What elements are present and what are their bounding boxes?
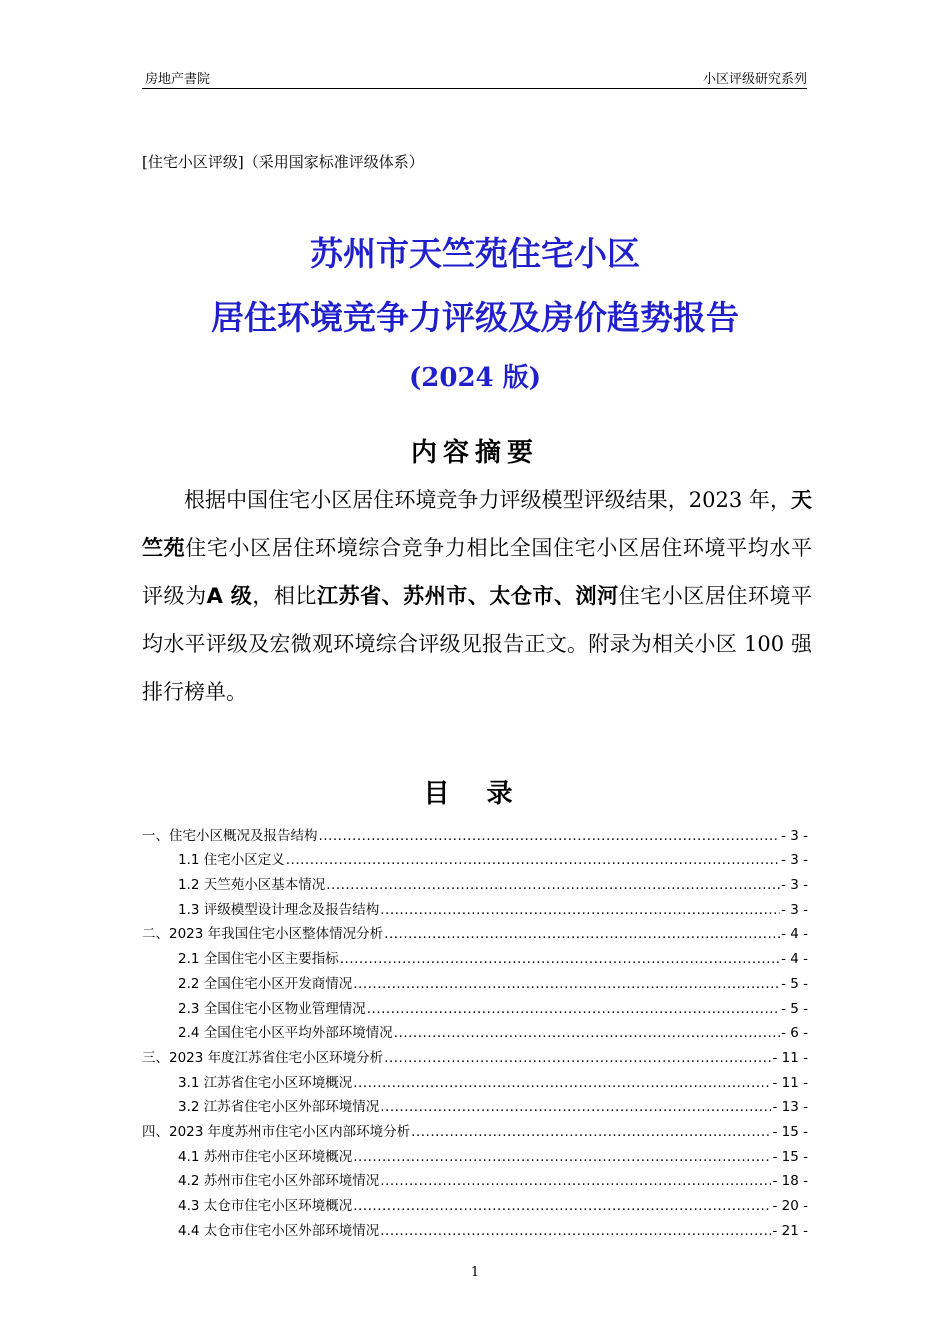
- header-series: 小区评级研究系列: [702, 72, 807, 87]
- abstract-text: 住宅小区居住环境综合竞争力相比全国住宅小区居住环境平均水平评级为: [142, 536, 813, 608]
- toc-entry-title: 三、2023 年度江苏省住宅小区环境分析: [142, 1049, 384, 1066]
- toc-entry-title: 3.2 江苏省住宅小区外部环境情况: [178, 1099, 380, 1116]
- abstract-bold-regions: 江苏省、苏州市、太仓市、浏河: [316, 584, 619, 608]
- abstract-heading: 内容摘要: [410, 438, 539, 468]
- toc-entry-page: - 15 -: [772, 1123, 808, 1140]
- toc-entry[interactable]: [142, 894, 808, 919]
- toc-entry[interactable]: [142, 1116, 808, 1141]
- header-publisher: 房地产書院: [145, 72, 211, 87]
- toc-entry[interactable]: [142, 1166, 808, 1191]
- toc-entry-page: - 11 -: [772, 1074, 808, 1091]
- toc-entry-page: - 11 -: [772, 1049, 808, 1066]
- toc-entry-page: - 3 -: [781, 901, 808, 918]
- toc-entry-title: 4.3 太仓市住宅小区环境概况: [178, 1198, 353, 1214]
- toc-entry-page: - 6 -: [781, 1025, 808, 1042]
- toc-entry[interactable]: [142, 1042, 808, 1067]
- toc-entry-title: 四、2023 年度苏州市住宅小区内部环境分析: [142, 1123, 411, 1140]
- toc-leader-dots: [326, 876, 780, 894]
- toc-entry[interactable]: [142, 845, 808, 870]
- toc-entry-title: 4.4 太仓市住宅小区外部环境情况: [178, 1222, 380, 1239]
- toc-heading: 目 录: [423, 779, 527, 809]
- toc-leader-dots: [340, 950, 780, 968]
- toc-entry-page: - 4 -: [781, 926, 808, 943]
- toc-leader-dots: [380, 1098, 771, 1116]
- toc-leader-dots: [353, 975, 780, 993]
- toc-leader-dots: [380, 1172, 771, 1190]
- toc-leader-dots: [380, 901, 780, 919]
- toc-entry[interactable]: [142, 968, 808, 993]
- page-header: [142, 66, 807, 89]
- title-line-1: 苏州市天竺苑住宅小区: [310, 234, 640, 273]
- toc-entry[interactable]: [142, 820, 808, 845]
- toc-entry-title: 1.3 评级模型设计理念及报告结构: [178, 901, 380, 918]
- toc-entry-title: 2.2 全国住宅小区开发商情况: [178, 975, 353, 992]
- toc-leader-dots: [394, 1024, 780, 1042]
- toc-entry-page: - 21 -: [772, 1222, 808, 1239]
- page-number: 1: [470, 1265, 480, 1280]
- toc-entry-title: 二、2023 年我国住宅小区整体情况分析: [142, 926, 384, 943]
- toc-leader-dots: [353, 1148, 771, 1166]
- toc-entry-title: 一、住宅小区概况及报告结构: [142, 827, 318, 844]
- toc-entry-page: - 4 -: [781, 951, 808, 968]
- toc-entry[interactable]: [142, 1190, 808, 1215]
- title-edition: (2024 版): [408, 363, 542, 393]
- toc-leader-dots: [411, 1123, 771, 1141]
- abstract-bold-grade: A 级: [206, 584, 253, 608]
- toc-entry-title: 3.1 江苏省住宅小区环境概况: [178, 1074, 353, 1091]
- toc-leader-dots: [353, 1197, 771, 1215]
- toc-entry[interactable]: [142, 1067, 808, 1092]
- toc-entry[interactable]: [142, 1215, 808, 1240]
- toc-entry-page: - 13 -: [772, 1099, 808, 1116]
- abstract-text: 根据中国住宅小区居住环境竞争力评级模型评级结果，2023 年，: [184, 488, 791, 512]
- title-line-2: 居住环境竞争力评级及房价趋势报告: [211, 298, 739, 337]
- abstract-text: 住宅小区居住环境平均水平评级及宏微观环境综合评级见报告正文。附录为相关小区 100 强排行榜单。: [142, 584, 813, 704]
- abstract-paragraph: [142, 476, 812, 716]
- toc-entry-page: - 18 -: [772, 1173, 808, 1190]
- toc-leader-dots: [319, 827, 781, 845]
- toc-entry-title: 1.2 天竺苑小区基本情况: [178, 877, 326, 894]
- toc-entry[interactable]: [142, 1092, 808, 1117]
- table-of-contents: [142, 820, 808, 1240]
- toc-entry-title: 4.2 苏州市住宅小区外部环境情况: [178, 1173, 380, 1190]
- report-category: [住宅小区评级]（采用国家标准评级体系）: [142, 153, 424, 171]
- toc-entry[interactable]: [142, 919, 808, 944]
- toc-entry-title: 2.3 全国住宅小区物业管理情况: [178, 1000, 366, 1017]
- toc-entry[interactable]: [142, 993, 808, 1018]
- toc-entry-page: - 15 -: [772, 1148, 808, 1165]
- toc-entry[interactable]: [142, 943, 808, 968]
- toc-entry-page: - 3 -: [781, 827, 808, 844]
- toc-leader-dots: [286, 851, 780, 869]
- toc-entry-page: - 5 -: [781, 975, 808, 992]
- abstract-bold-community: 天竺苑: [142, 488, 812, 560]
- toc-entry[interactable]: [142, 1018, 808, 1043]
- toc-entry-page: - 5 -: [781, 1000, 808, 1017]
- toc-entry-title: 4.1 苏州市住宅小区环境概况: [178, 1148, 353, 1165]
- toc-entry-title: 2.1 全国住宅小区主要指标: [178, 951, 339, 968]
- toc-leader-dots: [384, 925, 780, 943]
- toc-entry-page: - 3 -: [781, 877, 808, 894]
- toc-entry[interactable]: [142, 1141, 808, 1166]
- toc-entry-page: - 3 -: [781, 852, 808, 869]
- toc-entry-page: - 20 -: [772, 1198, 808, 1214]
- toc-entry-title: 2.4 全国住宅小区平均外部环境情况: [178, 1025, 393, 1042]
- toc-leader-dots: [384, 1049, 771, 1067]
- toc-entry-title: 1.1 住宅小区定义: [178, 852, 285, 869]
- abstract-text: ，相比: [252, 584, 317, 608]
- toc-leader-dots: [367, 1000, 780, 1018]
- toc-entry[interactable]: [142, 869, 808, 894]
- toc-leader-dots: [353, 1074, 771, 1092]
- toc-leader-dots: [380, 1222, 771, 1240]
